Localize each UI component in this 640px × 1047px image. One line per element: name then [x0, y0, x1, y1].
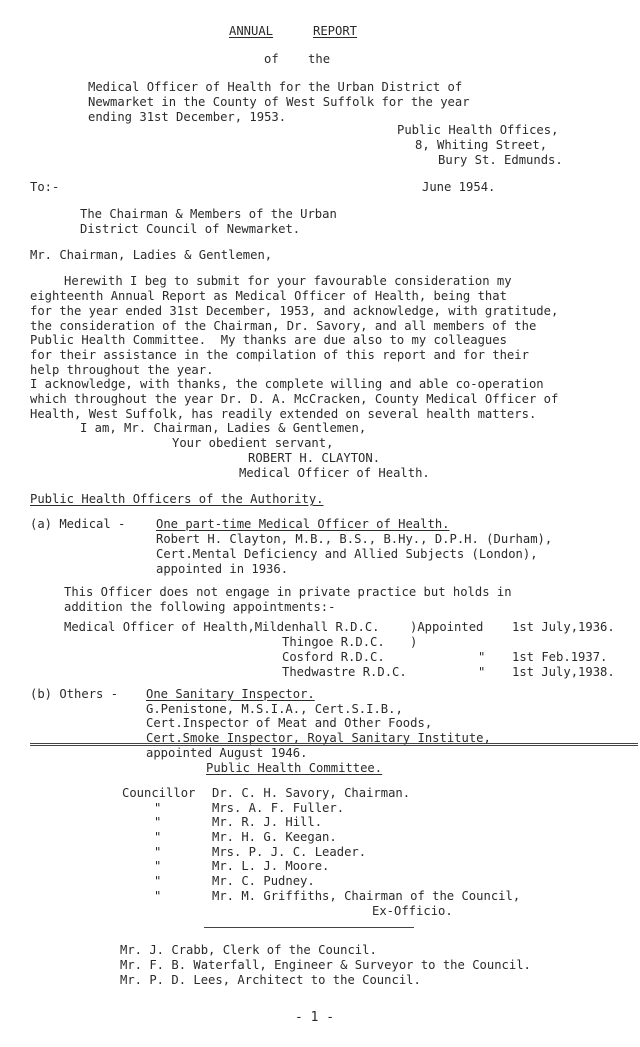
ditto-mark: " [154, 830, 162, 844]
council-staff-line: Mr. F. B. Waterfall, Engineer & Surveyor to the Council. [120, 958, 531, 972]
appointment-date: 1st July,1936. [512, 620, 615, 634]
addressee-line: District Council of Newmarket. [80, 222, 301, 236]
letter-body-line: eighteenth Annual Report as Medical Officer of Health, being that [30, 289, 507, 303]
letter-body-line: Herewith I beg to submit for your favourable consideration my [64, 274, 512, 288]
ditto-mark: " [154, 874, 162, 888]
committee-divider [204, 927, 414, 928]
committee-member: Mrs. P. J. C. Leader. [212, 845, 367, 859]
appointment-office: Cosford R.D.C. [282, 650, 385, 664]
officers-heading: Public Health Officers of the Authority. [30, 492, 324, 506]
ex-officio: Ex-Officio. [372, 904, 453, 918]
appointment-date: 1st Feb.1937. [512, 650, 608, 664]
letter-body-line: for their assistance in the compilation of this report and for their [30, 348, 529, 362]
others-detail: appointed August 1946. [146, 746, 308, 760]
address-line: Public Health Offices, [397, 123, 559, 137]
others-label: (b) Others - [30, 687, 119, 701]
title-of-the: of the [264, 52, 331, 66]
others-detail: G.Penistone, M.S.I.A., Cert.S.I.B., [146, 702, 403, 716]
addressee-line: The Chairman & Members of the Urban [80, 207, 337, 221]
ditto-mark: " [154, 845, 162, 859]
letter-body-line: help throughout the year. [30, 363, 214, 377]
councillor-label: Councillor [122, 786, 196, 800]
committee-member: Mr. R. J. Hill. [212, 815, 323, 829]
closing-line: Your obedient servant, [172, 436, 334, 450]
to-label: To:- [30, 180, 60, 194]
medical-label: (a) Medical - [30, 517, 126, 531]
address-line: 8, Whiting Street, [415, 138, 548, 152]
council-staff-line: Mr. J. Crabb, Clerk of the Council. [120, 943, 377, 957]
address-line: Bury St. Edmunds. [438, 153, 563, 167]
page-number: - 1 - [295, 1010, 335, 1025]
appointment-mark: " [478, 665, 486, 679]
appointment-office: Thingoe R.D.C. [282, 635, 385, 649]
appointment-mark: ) [410, 635, 418, 649]
appointment-mark: " [478, 650, 486, 664]
letter-body-line: Health, West Suffolk, has readily extended on several health matters. [30, 407, 537, 421]
section-divider [30, 743, 638, 746]
letter-body-line: for the year ended 31st December, 1953, and acknowledge, with gratitude, [30, 304, 559, 318]
signature-title: Medical Officer of Health. [239, 466, 430, 480]
intro-line: Newmarket in the County of West Suffolk for the year [88, 95, 470, 109]
others-detail: Cert.Inspector of Meat and Other Foods, [146, 716, 433, 730]
salutation: Mr. Chairman, Ladies & Gentlemen, [30, 248, 273, 262]
ditto-mark: " [154, 889, 162, 903]
appointment-mark: )Appointed [410, 620, 484, 634]
medical-title: One part-time Medical Officer of Health. [156, 517, 450, 531]
signature-name: ROBERT H. CLAYTON. [248, 451, 381, 465]
ditto-mark: " [154, 859, 162, 873]
medical-detail: appointed in 1936. [156, 562, 289, 576]
title-report: REPORT [313, 24, 358, 38]
intro-line: Medical Officer of Health for the Urban District of [88, 80, 463, 94]
committee-member: Mr. C. Pudney. [212, 874, 315, 888]
ditto-mark: " [154, 801, 162, 815]
intro-line: ending 31st December, 1953. [88, 110, 287, 124]
letter-body-line: the consideration of the Chairman, Dr. Savory, and all members of the [30, 319, 537, 333]
letter-date: June 1954. [422, 180, 496, 194]
appointment-office: Medical Officer of Health,Mildenhall R.D.C. [64, 620, 380, 634]
committee-member: Mr. H. G. Keegan. [212, 830, 337, 844]
others-detail: Cert.Smoke Inspector, Royal Sanitary Institute, [146, 731, 491, 745]
medical-detail: Robert H. Clayton, M.B., B.S., B.Hy., D.P.H. (Durham), [156, 532, 553, 546]
appointment-office: Thedwastre R.D.C. [282, 665, 407, 679]
others-title: One Sanitary Inspector. [146, 687, 315, 701]
letter-body-line: which throughout the year Dr. D. A. McCracken, County Medical Officer of [30, 392, 559, 406]
committee-member: Dr. C. H. Savory, Chairman. [212, 786, 411, 800]
title-annual: ANNUAL [229, 24, 274, 38]
council-staff-line: Mr. P. D. Lees, Architect to the Council. [120, 973, 421, 987]
committee-member: Mrs. A. F. Fuller. [212, 801, 345, 815]
letter-body-line: I acknowledge, with thanks, the complete willing and able co-operation [30, 377, 544, 391]
ditto-mark: " [154, 815, 162, 829]
letter-body-line: Public Health Committee. My thanks are due also to my colleagues [30, 333, 507, 347]
closing-line: I am, Mr. Chairman, Ladies & Gentlemen, [80, 421, 367, 435]
committee-member: Mr. L. J. Moore. [212, 859, 330, 873]
practice-note: This Officer does not engage in private practice but holds in [64, 585, 512, 599]
appointment-date: 1st July,1938. [512, 665, 615, 679]
medical-detail: Cert.Mental Deficiency and Allied Subjects (London), [156, 547, 538, 561]
committee-member: Mr. M. Griffiths, Chairman of the Council, [212, 889, 521, 903]
committee-heading: Public Health Committee. [206, 761, 383, 775]
practice-note: addition the following appointments:- [64, 600, 336, 614]
